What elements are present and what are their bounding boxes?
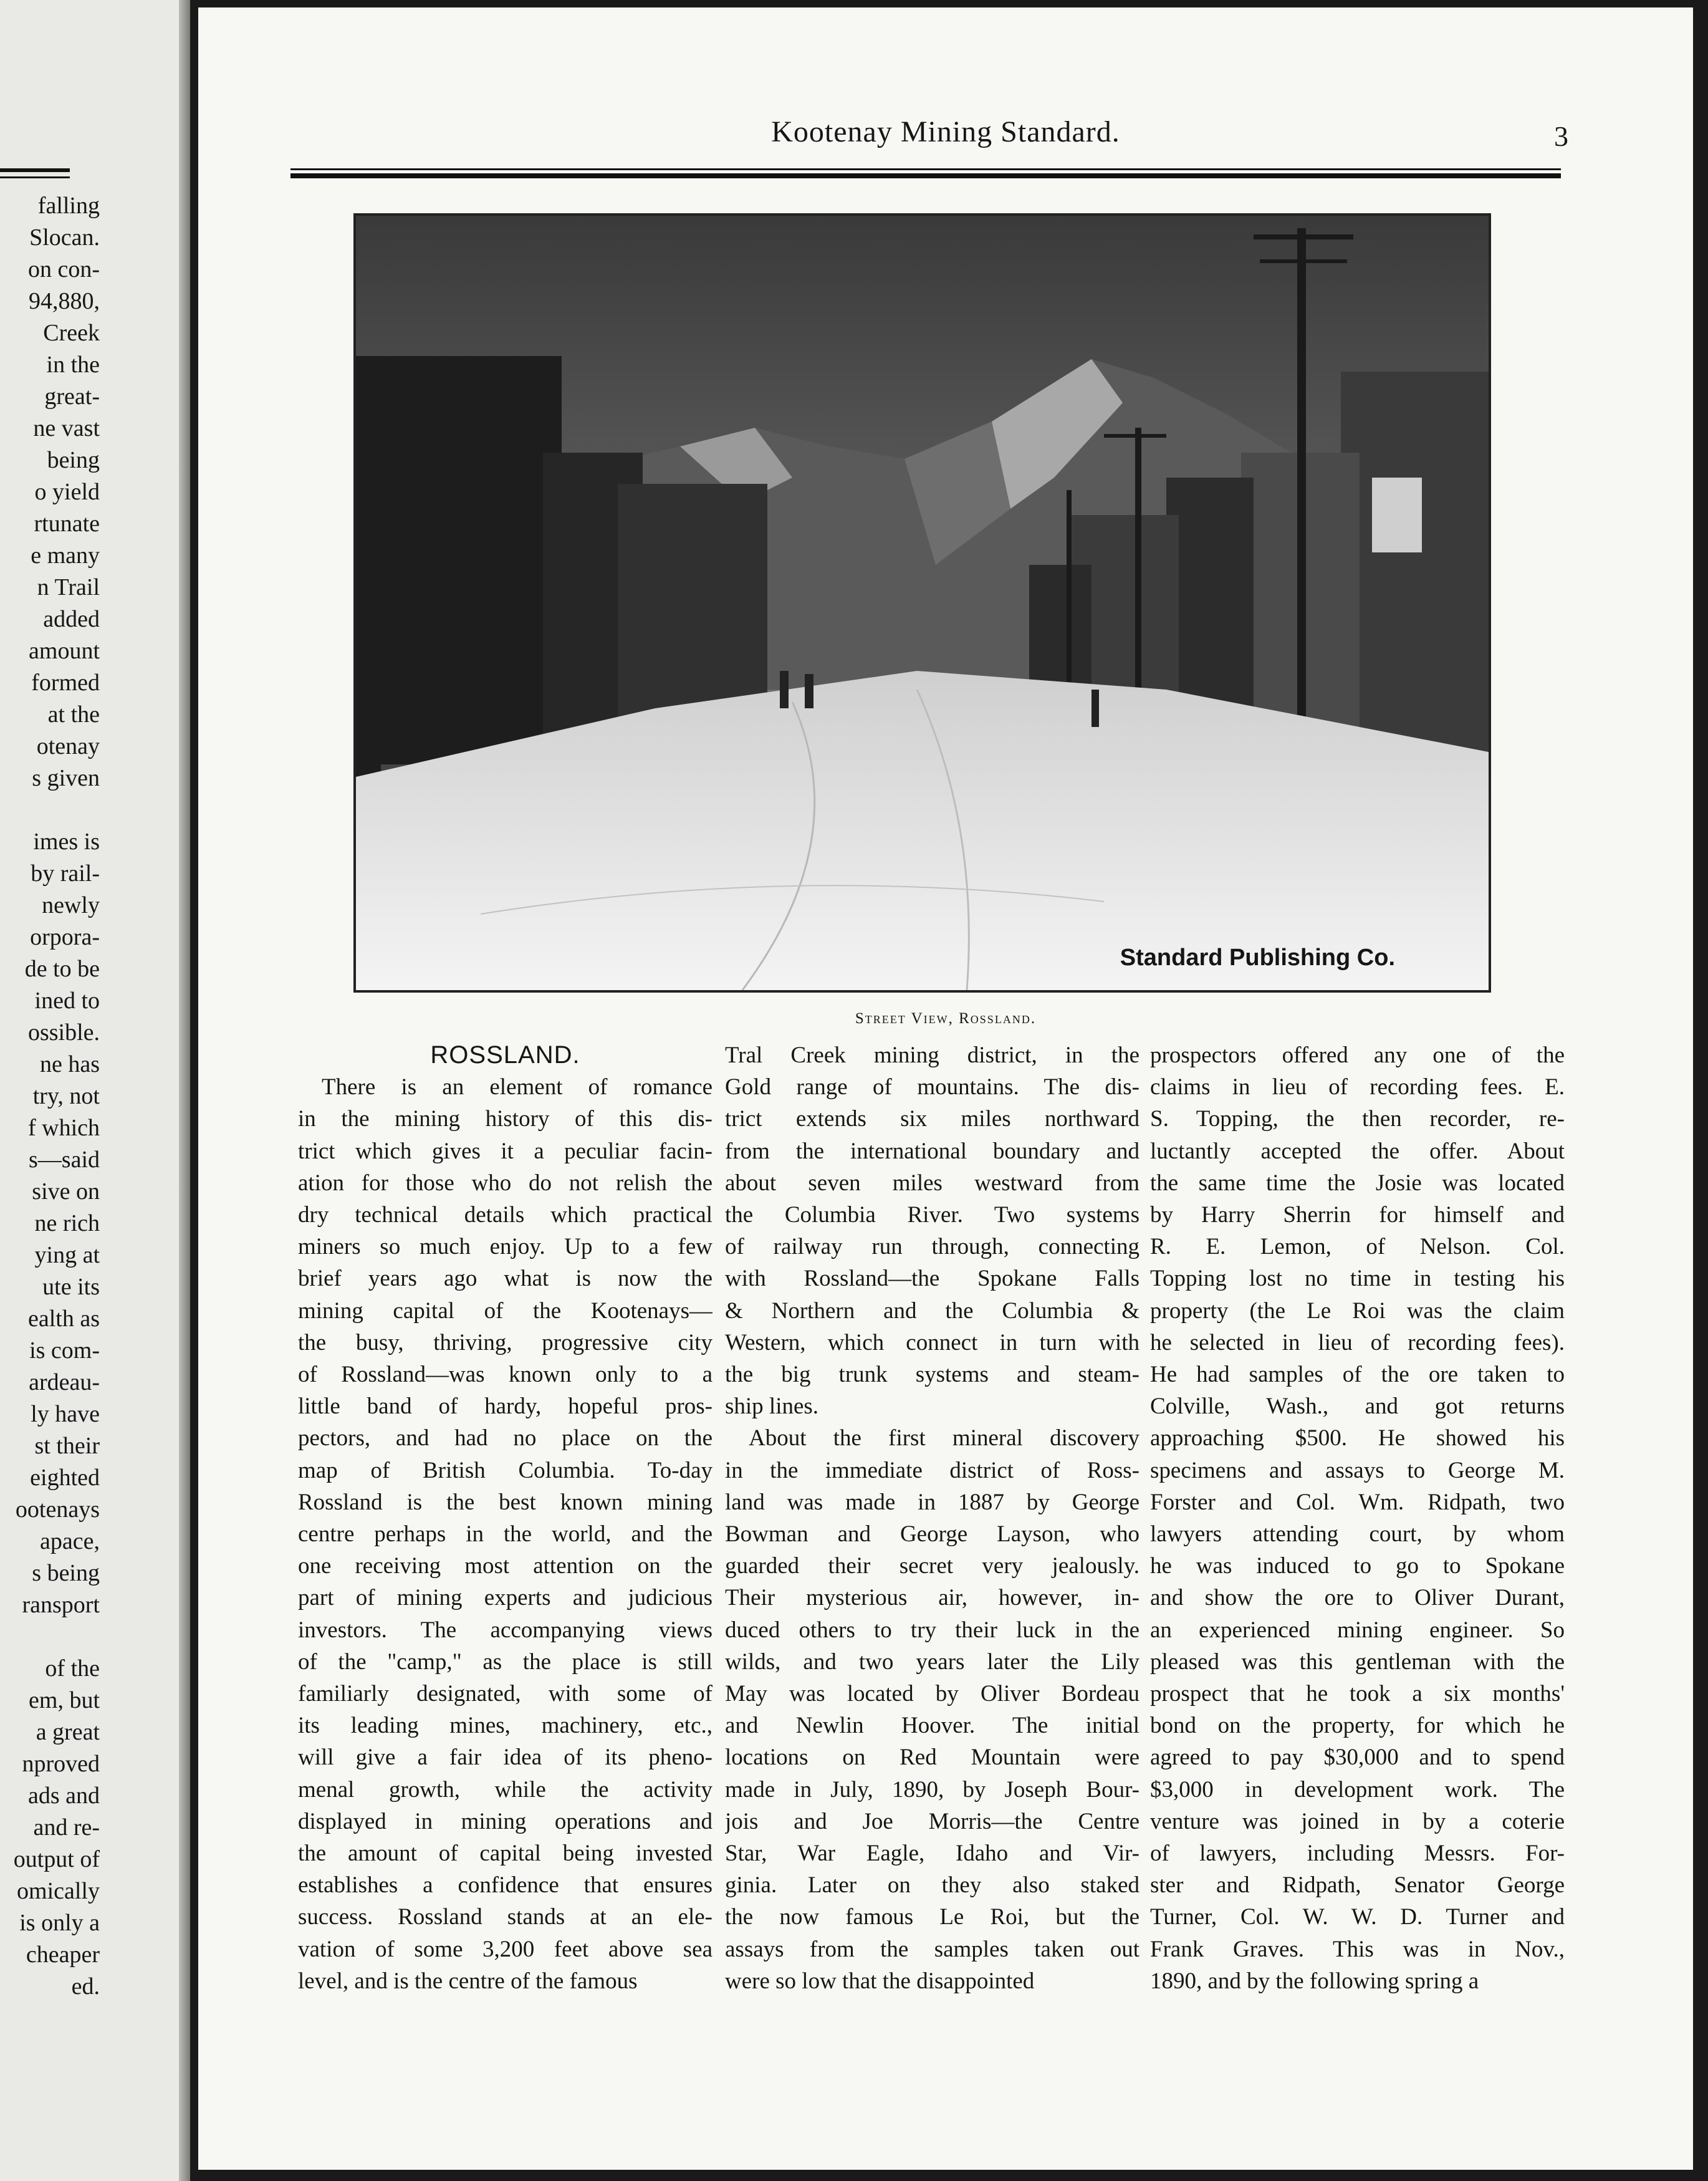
text-line: prospect that he took a six months' [1150, 1681, 1565, 1707]
text-line: Tral Creek mining district, in the [725, 1042, 1139, 1068]
text-line: establishes a confidence that ensures [298, 1872, 712, 1899]
text-line: map of British Columbia. To-day [298, 1457, 712, 1483]
left-page-line: ly have [31, 1401, 100, 1427]
text-line: bond on the property, for which he [1150, 1713, 1565, 1739]
left-page-line: falling [37, 193, 100, 219]
text-line: of the "camp," as the place is still [298, 1649, 712, 1675]
left-page-line [0, 794, 100, 826]
text-line: Topping lost no time in testing his [1150, 1266, 1565, 1292]
text-line: investors. The accompanying views [298, 1617, 712, 1643]
text-line: trict which gives it a peculiar facin- [298, 1138, 712, 1164]
text-line: the same time the Josie was located [1150, 1170, 1565, 1196]
left-page-line: nproved [22, 1751, 100, 1777]
text-line: locations on Red Mountain were [725, 1745, 1139, 1771]
text-line: he was induced to go to Spokane [1150, 1553, 1565, 1579]
left-page-line: ne vast [33, 415, 100, 441]
left-page-line: a great [36, 1719, 100, 1745]
left-page-line: rtunate [34, 511, 100, 537]
left-page-line: on con- [27, 256, 100, 282]
text-line: agreed to pay $30,000 and to spend [1150, 1745, 1565, 1771]
text-line: Colville, Wash., and got returns [1150, 1394, 1565, 1420]
text-line: the Columbia River. Two systems [725, 1202, 1139, 1228]
left-page-line: sive on [32, 1178, 100, 1205]
text-line: of Rossland—was known only to a [298, 1362, 712, 1388]
text-line: the amount of capital being invested [298, 1841, 712, 1867]
text-line: success. Rossland stands at an ele- [298, 1904, 712, 1930]
text-line: vation of some 3,200 feet above sea [298, 1936, 712, 1962]
text-line: About the first mineral discovery [749, 1425, 1139, 1452]
left-page-line: ardeau- [29, 1369, 100, 1395]
text-line: will give a fair idea of its pheno- [298, 1745, 712, 1771]
text-line: made in July, 1890, by Joseph Bour- [725, 1776, 1139, 1803]
street-view-photo [353, 213, 1491, 993]
left-page-line: s—said [29, 1147, 100, 1173]
text-line: from the international boundary and [725, 1138, 1139, 1164]
left-page-line: at the [47, 701, 100, 728]
text-line: S. Topping, the then recorder, re- [1150, 1106, 1565, 1132]
left-page-line: by rail- [31, 860, 100, 887]
text-line: luctantly accepted the offer. About [1150, 1138, 1565, 1164]
text-line: 1890, and by the following spring a [1150, 1968, 1479, 1994]
text-line: were so low that the disappointed [725, 1968, 1035, 1994]
text-line: with Rossland—the Spokane Falls [725, 1266, 1139, 1292]
article-column-1 [298, 1039, 712, 1997]
text-line: jois and Joe Morris—the Centre [725, 1808, 1139, 1834]
left-page-line: ined to [34, 988, 100, 1014]
text-line: ship lines. [725, 1394, 819, 1420]
left-page-line: being [47, 447, 100, 473]
left-page-text [0, 190, 100, 2003]
left-page-line: de to be [24, 956, 100, 982]
left-page-line: ne has [39, 1051, 100, 1077]
left-page-line: try, not [32, 1083, 100, 1109]
text-line: R. E. Lemon, of Nelson. Col. [1150, 1234, 1565, 1260]
text-line: specimens and assays to George M. [1150, 1457, 1565, 1483]
left-page-line: ealth as [27, 1306, 100, 1332]
running-title: Kootenay Mining Standard. [771, 115, 1120, 148]
text-line: Frank Graves. This was in Nov., [1150, 1936, 1565, 1962]
text-line: There is an element of romance [322, 1074, 712, 1100]
left-page-line: 94,880, [29, 288, 100, 314]
left-page-line: orpora- [30, 924, 100, 950]
text-line: part of mining experts and judicious [298, 1585, 712, 1611]
left-page-line: formed [31, 670, 100, 696]
text-line: pectors, and had no place on the [298, 1425, 712, 1452]
left-page-line: ads and [27, 1783, 100, 1809]
text-line: mining capital of the Kootenays— [298, 1298, 712, 1324]
photo-caption: Street View, Rossland. [855, 1010, 1037, 1027]
text-line: trict extends six miles northward [725, 1106, 1139, 1132]
text-line: $3,000 in development work. The [1150, 1776, 1565, 1803]
text-line: land was made in 1887 by George [725, 1489, 1139, 1515]
text-line: of railway run through, connecting [725, 1234, 1139, 1260]
left-page-line: great- [44, 383, 100, 410]
text-line: Rossland is the best known mining [298, 1489, 712, 1515]
left-page-line: amount [29, 638, 100, 664]
left-page-line: imes is [33, 829, 100, 855]
text-line: Star, War Eagle, Idaho and Vir- [725, 1841, 1139, 1867]
text-line: lawyers attending court, by whom [1150, 1521, 1565, 1548]
text-line: He had samples of the ore taken to [1150, 1362, 1565, 1388]
text-line: ginia. Later on they also staked [725, 1872, 1139, 1899]
left-page-line: o yield [34, 479, 100, 505]
text-line: & Northern and the Columbia & [725, 1298, 1139, 1324]
text-line: an experienced mining engineer. So [1150, 1617, 1565, 1643]
text-line: claims in lieu of recording fees. E. [1150, 1074, 1565, 1100]
text-line: in the mining history of this dis- [298, 1106, 712, 1132]
text-line: Western, which connect in turn with [725, 1329, 1139, 1355]
text-line: duced others to try their luck in the [725, 1617, 1139, 1643]
text-line: of lawyers, including Messrs. For- [1150, 1841, 1565, 1867]
text-line: May was located by Oliver Bordeau [725, 1681, 1139, 1707]
text-line: miners so much enjoy. Up to a few [298, 1234, 712, 1260]
text-line: venture was joined in by a coterie [1150, 1808, 1565, 1834]
text-line: prospectors offered any one of the [1150, 1042, 1565, 1068]
text-line: and show the ore to Oliver Durant, [1150, 1585, 1565, 1611]
left-page-line: em, but [29, 1687, 100, 1713]
left-page-line: newly [42, 892, 100, 918]
left-page-line: ne rich [34, 1210, 100, 1236]
text-line: one receiving most attention on the [298, 1553, 712, 1579]
text-line: ster and Ridpath, Senator George [1150, 1872, 1565, 1899]
text-line: guarded their secret very jealously. [725, 1553, 1139, 1579]
left-page-line: Creek [43, 320, 100, 346]
text-line: assays from the samples taken out [725, 1936, 1139, 1962]
text-line: Gold range of mountains. The dis- [725, 1074, 1139, 1100]
left-page-line: and re- [33, 1814, 100, 1841]
left-page-line: cheaper [26, 1942, 100, 1968]
left-page-line: e many [31, 542, 100, 569]
left-page-strip [0, 0, 190, 2181]
text-line: Turner, Col. W. W. D. Turner and [1150, 1904, 1565, 1930]
text-line: dry technical details which practical [298, 1202, 712, 1228]
text-line: centre perhaps in the world, and the [298, 1521, 712, 1548]
text-line: familiarly designated, with some of [298, 1681, 712, 1707]
header-rule-thick [290, 173, 1561, 178]
text-line: wilds, and two years later the Lily [725, 1649, 1139, 1675]
text-line: menal growth, while the activity [298, 1776, 712, 1803]
main-page [198, 7, 1693, 2170]
left-page-rule-thin [0, 176, 70, 178]
header-rule-thin [290, 168, 1561, 170]
text-line: the busy, thriving, progressive city [298, 1329, 712, 1355]
text-line: property (the Le Roi was the claim [1150, 1298, 1565, 1324]
text-line: he selected in lieu of recording fees). [1150, 1329, 1565, 1355]
text-line: the big trunk systems and steam- [725, 1362, 1139, 1388]
left-page-line: ying at [34, 1242, 100, 1268]
text-line: and Newlin Hoover. The initial [725, 1713, 1139, 1739]
text-line: brief years ago what is now the [298, 1266, 712, 1292]
left-page-line: apace, [40, 1528, 100, 1554]
left-page-line: output of [13, 1846, 100, 1872]
article-title: ROSSLAND. [430, 1041, 580, 1069]
left-page-line: f which [27, 1115, 100, 1141]
page-number: 3 [1554, 120, 1568, 152]
article-column-2 [725, 1039, 1139, 1997]
text-line: by Harry Sherrin for himself and [1150, 1202, 1565, 1228]
text-line: ation for those who do not relish the [298, 1170, 712, 1196]
left-page-line: added [43, 606, 100, 632]
text-line: level, and is the centre of the famous [298, 1968, 638, 1994]
left-page-line: ute its [42, 1274, 100, 1300]
left-page-line: s given [32, 765, 100, 791]
text-line: Their mysterious air, however, in- [725, 1585, 1139, 1611]
left-page-line: eighted [30, 1465, 100, 1491]
text-line: little band of hardy, hopeful pros- [298, 1394, 712, 1420]
left-page-line [0, 1621, 100, 1653]
left-page-line: n Trail [37, 574, 100, 600]
left-page-line: is com- [29, 1337, 100, 1364]
text-line: about seven miles westward from [725, 1170, 1139, 1196]
left-page-line: ed. [71, 1973, 100, 2000]
text-line: the now famous Le Roi, but the [725, 1904, 1139, 1930]
text-line: pleased was this gentleman with the [1150, 1649, 1565, 1675]
photo-credit: Standard Publishing Co. [1120, 945, 1395, 971]
left-page-line: ossible. [27, 1019, 100, 1046]
photo-illustration [356, 216, 1489, 990]
text-line: its leading mines, machinery, etc., [298, 1713, 712, 1739]
left-page-line: otenay [36, 733, 100, 759]
page-gutter [179, 0, 190, 2181]
left-page-line: omically [17, 1878, 100, 1904]
text-line: in the immediate district of Ross- [725, 1457, 1139, 1483]
left-page-line: st their [34, 1433, 100, 1459]
left-page-rule [0, 168, 70, 172]
text-line: Forster and Col. Wm. Ridpath, two [1150, 1489, 1565, 1515]
left-page-line: ootenays [15, 1496, 100, 1523]
left-page-line: Slocan. [29, 224, 100, 251]
left-page-line: of the [45, 1655, 100, 1682]
left-page-line: s being [32, 1560, 100, 1586]
text-line: Bowman and George Layson, who [725, 1521, 1139, 1548]
left-page-line: in the [46, 352, 100, 378]
article-column-3 [1150, 1039, 1565, 1997]
left-page-line: is only a [19, 1910, 100, 1936]
text-line: approaching $500. He showed his [1150, 1425, 1565, 1452]
text-line: displayed in mining operations and [298, 1808, 712, 1834]
left-page-line: ransport [22, 1592, 100, 1618]
